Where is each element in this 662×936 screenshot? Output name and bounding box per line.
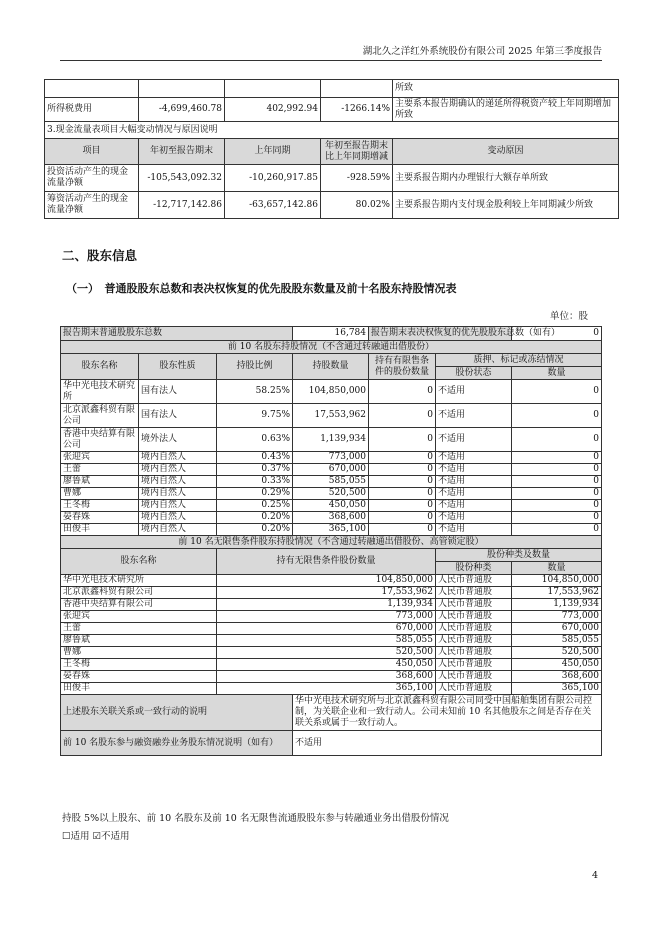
cell-status: 不适用 xyxy=(436,452,512,464)
cell-type: 人民币普通股 xyxy=(436,671,512,683)
cell-type: 人民币普通股 xyxy=(436,575,512,587)
cell-type: 人民币普通股 xyxy=(436,623,512,635)
cell-num: 585,055 xyxy=(512,635,602,647)
table-row xyxy=(45,80,619,98)
cell-qty: 368,600 xyxy=(217,671,436,683)
cell-name: 北京派鑫科贸有限公司 xyxy=(61,587,217,599)
column-header: 持股数量 xyxy=(293,354,369,380)
column-header: 年初至报告期末 xyxy=(139,139,225,165)
cell-qty: 104,850,000 xyxy=(217,575,436,587)
table-row xyxy=(61,476,602,488)
cell-num: 0 xyxy=(512,404,602,428)
cell-num: 0 xyxy=(512,452,602,464)
cell-num: 0 xyxy=(512,464,602,476)
column-header: 持有无限售条件股份数量 xyxy=(217,549,436,575)
cash-flow-title: 3.现金流量表项目大幅变动情况与原因说明 xyxy=(45,122,619,139)
cell-status: 不适用 xyxy=(436,464,512,476)
cell-name: 廖鲁斌 xyxy=(61,476,139,488)
table-row xyxy=(61,512,602,524)
cell-ratio: 0.63% xyxy=(217,428,293,452)
cell-status: 不适用 xyxy=(436,380,512,404)
preferred-holders-value: 0 xyxy=(512,327,602,341)
margin-trading-label: 前 10 名股东参与融资融券业务股东情况说明（如有） xyxy=(61,731,293,756)
preferred-holders-label: 报告期末表决权恢复的优先股股东总数（如有） xyxy=(369,327,512,341)
total-holders-label: 报告期末普通股股东总数 xyxy=(61,327,293,341)
table-row xyxy=(45,192,619,219)
table-row xyxy=(61,659,602,671)
cell-status: 不适用 xyxy=(436,476,512,488)
shareholder-table xyxy=(60,326,602,756)
cell-ratio: 0.20% xyxy=(217,512,293,524)
cell-qty: 773,000 xyxy=(293,452,369,464)
column-header: 年初至报告期末比上年同期增减 xyxy=(321,139,393,165)
table-header-row xyxy=(61,354,602,367)
cell-name: 北京派鑫科贸有限公司 xyxy=(61,404,139,428)
relation-value: 华中光电技术研究所与北京派鑫科贸有限公司同受中国船舶集团有限公司控制，为关联企业和一致行动人。公司未知前 10 名其他股东之间是否存在关联关系或属于一致行动人。 xyxy=(293,695,602,731)
cell-qty: 1,139,934 xyxy=(217,599,436,611)
cell-name: 曹娜 xyxy=(61,488,139,500)
cell-type: 人民币普通股 xyxy=(436,635,512,647)
cell-name: 廖鲁斌 xyxy=(61,635,217,647)
cell-qty: 104,850,000 xyxy=(293,380,369,404)
table-row xyxy=(61,575,602,587)
cell-name: 香港中央结算有限公司 xyxy=(61,428,139,452)
item-label: 投资活动产生的现金流量净额 xyxy=(45,165,139,192)
cell-nature: 境内自然人 xyxy=(139,524,217,536)
cell-qty: 773,000 xyxy=(217,611,436,623)
cell-restricted: 0 xyxy=(369,476,436,488)
column-header: 股份状态 xyxy=(436,367,512,380)
margin-trading-value: 不适用 xyxy=(293,731,602,756)
column-header: 上年同期 xyxy=(225,139,321,165)
table-row xyxy=(61,464,602,476)
item-label: 筹资活动产生的现金流量净额 xyxy=(45,192,139,219)
cell-name: 张迎宾 xyxy=(61,611,217,623)
cell-num: 17,553,962 xyxy=(512,587,602,599)
table-row xyxy=(61,599,602,611)
cell-restricted: 0 xyxy=(369,500,436,512)
cell-status: 不适用 xyxy=(436,488,512,500)
column-header: 股东名称 xyxy=(61,354,139,380)
cell-name: 晏春姝 xyxy=(61,671,217,683)
cell-name: 张迎宾 xyxy=(61,452,139,464)
table-row xyxy=(61,488,602,500)
cell-type: 人民币普通股 xyxy=(436,683,512,695)
cell-restricted: 0 xyxy=(369,380,436,404)
table-header-row xyxy=(45,139,619,165)
cell-ratio: 58.25% xyxy=(217,380,293,404)
cell-restricted: 0 xyxy=(369,464,436,476)
value-cell: -1266.14% xyxy=(321,98,393,122)
cell-name: 田俊丰 xyxy=(61,683,217,695)
cell-status: 不适用 xyxy=(436,404,512,428)
column-header: 数量 xyxy=(512,367,602,380)
table-header-row xyxy=(61,549,602,562)
cell-qty: 520,500 xyxy=(217,647,436,659)
cell-num: 368,600 xyxy=(512,671,602,683)
cell-num: 0 xyxy=(512,380,602,404)
cell-restricted: 0 xyxy=(369,524,436,536)
cell-num: 0 xyxy=(512,428,602,452)
value-cell: -105,543,092.32 xyxy=(139,165,225,192)
cell-num: 365,100 xyxy=(512,683,602,695)
variance-table xyxy=(44,79,619,219)
cell-qty: 17,553,962 xyxy=(217,587,436,599)
cell-type: 人民币普通股 xyxy=(436,599,512,611)
column-header: 变动原因 xyxy=(393,139,619,165)
unit-label: 单位：股 xyxy=(550,311,589,322)
table-row xyxy=(61,671,602,683)
cell-name: 王冬梅 xyxy=(61,500,139,512)
cell-nature: 境内自然人 xyxy=(139,452,217,464)
section-heading: 二、股东信息 xyxy=(62,248,138,263)
cell-num: 450,050 xyxy=(512,659,602,671)
value-cell: 80.02% xyxy=(321,192,393,219)
column-header: 股份种类及数量 xyxy=(436,549,602,562)
table-row xyxy=(61,587,602,599)
cell-qty: 365,100 xyxy=(217,683,436,695)
cell-qty: 17,553,962 xyxy=(293,404,369,428)
cell-type: 人民币普通股 xyxy=(436,587,512,599)
cell-ratio: 0.33% xyxy=(217,476,293,488)
column-header: 股东名称 xyxy=(61,549,217,575)
cell-qty: 368,600 xyxy=(293,512,369,524)
table-row xyxy=(61,635,602,647)
cell-num: 104,850,000 xyxy=(512,575,602,587)
value-cell: -63,657,142.86 xyxy=(225,192,321,219)
cell-nature: 境内自然人 xyxy=(139,476,217,488)
unrestricted-rows xyxy=(61,575,602,695)
cell-type: 人民币普通股 xyxy=(436,659,512,671)
column-header: 股份种类 xyxy=(436,562,512,575)
cell-name: 晏春姝 xyxy=(61,512,139,524)
cell-qty: 450,050 xyxy=(217,659,436,671)
subsection-heading: （一） 普通股股东总数和表决权恢复的优先股股东数量及前十名股东持股情况表 xyxy=(66,282,457,295)
cell-num: 0 xyxy=(512,524,602,536)
value-cell: -12,717,142.86 xyxy=(139,192,225,219)
table-row xyxy=(45,98,619,122)
cell-nature: 国有法人 xyxy=(139,380,217,404)
cell-qty: 520,500 xyxy=(293,488,369,500)
cell-num: 0 xyxy=(512,500,602,512)
section-row xyxy=(61,341,602,354)
table-row xyxy=(61,611,602,623)
cell-num: 0 xyxy=(512,476,602,488)
value-cell: -10,260,917.85 xyxy=(225,165,321,192)
cell-ratio: 9.75% xyxy=(217,404,293,428)
relation-label: 上述股东关联关系或一致行动的说明 xyxy=(61,695,293,731)
table-row xyxy=(61,524,602,536)
cell-name: 华中光电技术研究所 xyxy=(61,380,139,404)
column-header: 持股比例 xyxy=(217,354,293,380)
cell-name: 王蕾 xyxy=(61,623,217,635)
cell-qty: 585,055 xyxy=(217,635,436,647)
reason-cell: 所致 xyxy=(393,80,619,98)
cell-restricted: 0 xyxy=(369,428,436,452)
cell-type: 人民币普通股 xyxy=(436,611,512,623)
table-row xyxy=(61,623,602,635)
cell-num: 1,139,934 xyxy=(512,599,602,611)
item-label: 所得税费用 xyxy=(45,98,139,122)
table-row xyxy=(45,165,619,192)
cell-name: 华中光电技术研究所 xyxy=(61,575,217,587)
table-row xyxy=(45,122,619,139)
relation-row xyxy=(61,695,602,731)
cell-name: 王蕾 xyxy=(61,464,139,476)
cell-ratio: 0.20% xyxy=(217,524,293,536)
table-row xyxy=(61,404,602,428)
table-row xyxy=(61,428,602,452)
page-header: 湖北久之洋红外系统股份有限公司 2025 年第三季度报告 xyxy=(60,46,602,61)
section-row xyxy=(61,536,602,549)
cell-num: 0 xyxy=(512,488,602,500)
column-header: 质押、标记或冻结情况 xyxy=(436,354,602,367)
table-row xyxy=(61,380,602,404)
top10-title: 前 10 名股东持股情况（不含通过转融通出借股份） xyxy=(61,341,602,354)
cell-restricted: 0 xyxy=(369,488,436,500)
summary-row xyxy=(61,327,602,341)
reason-cell: 主要系报告期内支付现金股利较上年同期减少所致 xyxy=(393,192,619,219)
cell-qty: 450,050 xyxy=(293,500,369,512)
cell-name: 王冬梅 xyxy=(61,659,217,671)
cell-name: 曹娜 xyxy=(61,647,217,659)
cell-nature: 境内自然人 xyxy=(139,488,217,500)
cell-nature: 境内自然人 xyxy=(139,500,217,512)
cell-ratio: 0.37% xyxy=(217,464,293,476)
cell-qty: 365,100 xyxy=(293,524,369,536)
column-header: 数量 xyxy=(512,562,602,575)
value-cell: 402,992.94 xyxy=(225,98,321,122)
unrestricted-title: 前 10 名无限售条件股东持股情况（不含通过转融通出借股份、高管锁定股） xyxy=(61,536,602,549)
cell-num: 520,500 xyxy=(512,647,602,659)
cell-num: 670,000 xyxy=(512,623,602,635)
cell-ratio: 0.25% xyxy=(217,500,293,512)
cell-nature: 境内自然人 xyxy=(139,512,217,524)
table-row xyxy=(61,647,602,659)
cell-nature: 境内自然人 xyxy=(139,464,217,476)
top10-rows xyxy=(61,380,602,536)
lending-note: 持股 5%以上股东、前 10 名股东及前 10 名无限售流通股股东参与转融通业务出借股份情况 xyxy=(62,813,449,824)
cell-qty: 670,000 xyxy=(293,464,369,476)
cell-restricted: 0 xyxy=(369,452,436,464)
cell-ratio: 0.29% xyxy=(217,488,293,500)
cell-status: 不适用 xyxy=(436,524,512,536)
value-cell: -928.59% xyxy=(321,165,393,192)
table-row xyxy=(61,500,602,512)
cell-status: 不适用 xyxy=(436,428,512,452)
cell-status: 不适用 xyxy=(436,500,512,512)
value-cell: -4,699,460.78 xyxy=(139,98,225,122)
table-row xyxy=(61,683,602,695)
cell-restricted: 0 xyxy=(369,512,436,524)
cell-qty: 585,055 xyxy=(293,476,369,488)
cell-name: 香港中央结算有限公司 xyxy=(61,599,217,611)
page-number: 4 xyxy=(592,870,599,881)
column-header: 持有有限售条件的股份数量 xyxy=(369,354,436,380)
cell-qty: 670,000 xyxy=(217,623,436,635)
cell-ratio: 0.43% xyxy=(217,452,293,464)
cell-nature: 国有法人 xyxy=(139,404,217,428)
cell-nature: 境外法人 xyxy=(139,428,217,452)
cell-qty: 1,139,934 xyxy=(293,428,369,452)
cell-name: 田俊丰 xyxy=(61,524,139,536)
reason-cell: 主要系本报告期确认的递延所得税资产较上年同期增加所致 xyxy=(393,98,619,122)
cell-status: 不适用 xyxy=(436,512,512,524)
column-header: 股东性质 xyxy=(139,354,217,380)
total-holders-value: 16,784 xyxy=(293,327,369,341)
cell-restricted: 0 xyxy=(369,404,436,428)
table-row xyxy=(61,452,602,464)
reason-cell: 主要系报告期内办理银行大额存单所致 xyxy=(393,165,619,192)
cell-num: 0 xyxy=(512,512,602,524)
margin-row xyxy=(61,731,602,756)
column-header: 项目 xyxy=(45,139,139,165)
cell-num: 773,000 xyxy=(512,611,602,623)
applicability-checkboxes: ☐适用 ☑不适用 xyxy=(62,831,130,842)
cell-type: 人民币普通股 xyxy=(436,647,512,659)
